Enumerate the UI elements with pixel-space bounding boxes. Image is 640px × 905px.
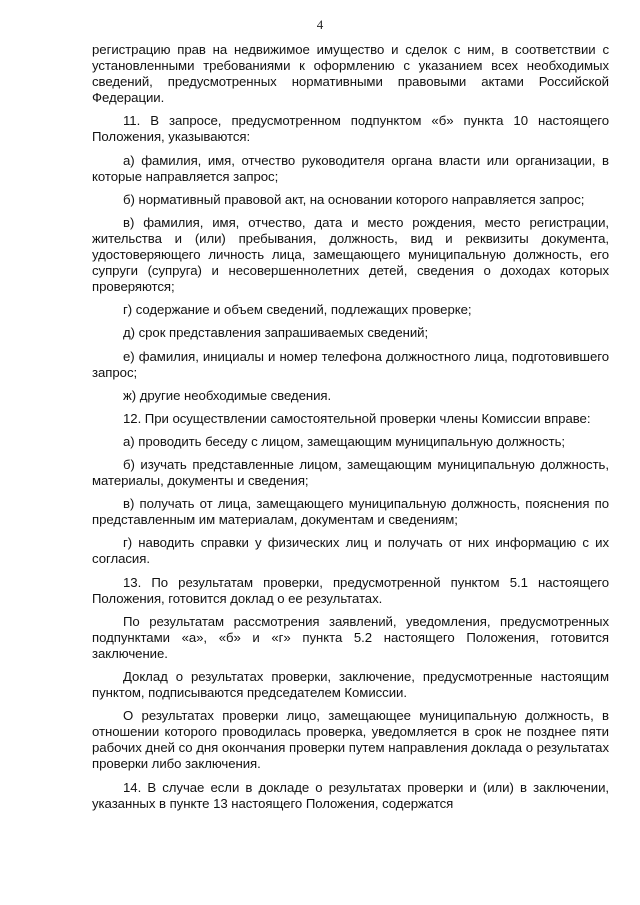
paragraph-item-13: 13. По результатам проверки, предусмотренной пунктом 5.1 настоящего Положения, готовится доклад о ее результатах. — [92, 574, 609, 606]
paragraph-item-11-zh: ж) другие необходимые сведения. — [123, 387, 332, 403]
paragraph-item-11: 11. В запросе, предусмотренном подпунктом «б» пункта 10 настоящего Положения, указываются: — [92, 113, 609, 145]
paragraph-item-12-v: в) получать от лица, замещающего муниципальную должность, пояснения по представленным им материалам, документам и сведениям; — [92, 496, 609, 528]
paragraph-item-11-g: г) содержание и объем сведений, подлежащих проверке; — [123, 302, 472, 318]
paragraph-item-11-a: а) фамилия, имя, отчество руководителя органа власти или организации, в которые направляется запрос; — [92, 152, 609, 184]
paragraph-item-12-g: г) наводить справки у физических лиц и получать от них информацию с их согласия. — [92, 535, 609, 567]
page-number: 4 — [316, 17, 324, 32]
paragraph-item-12-a: а) проводить беседу с лицом, замещающим муниципальную должность; — [123, 433, 566, 449]
paragraph-item-13-notification: О результатах проверки лицо, замещающее муниципальную должность, в отношении которого проводилась проверка, уведомляется в срок не позднее пяти рабочих дней со дня окончания проверки путем направления доклада о результатах проверки либо заключения. — [92, 708, 609, 772]
paragraph-item-13-conclusion: По результатам рассмотрения заявлений, уведомления, предусмотренных подпунктами «а», «б» и «г» пункта 5.2 настоящего Положения, готовится заключение. — [92, 613, 609, 661]
paragraph-item-14: 14. В случае если в докладе о результатах проверки и (или) в заключении, указанных в пункте 13 настоящего Положения, содержатся — [92, 779, 609, 811]
paragraph-item-11-b: б) нормативный правовой акт, на основании которого направляется запрос; — [123, 191, 585, 207]
paragraph-item-11-d: д) срок представления запрашиваемых сведений; — [123, 325, 429, 341]
paragraph-item-12: 12. При осуществлении самостоятельной проверки члены Комиссии вправе: — [123, 410, 591, 426]
paragraph-item-13-signature: Доклад о результатах проверки, заключение, предусмотренные настоящим пунктом, подписываются председателем Комиссии. — [92, 669, 609, 701]
paragraph-item-11-e: е) фамилия, инициалы и номер телефона должностного лица, подготовившего запрос; — [92, 348, 609, 380]
paragraph-item-12-b: б) изучать представленные лицом, замещающим муниципальную должность, материалы, документы и сведения; — [92, 456, 609, 489]
paragraph-continuation: регистрацию прав на недвижимое имущество и сделок с ним, в соответствии с установленными требованиями к оформлению с указанием всех необходимых сведений, предусмотренных нормативными правовыми актами Российской Федерации. — [92, 42, 609, 106]
document-body — [92, 42, 609, 819]
paragraph-item-11-v: в) фамилия, имя, отчество, дата и место рождения, место регистрации, жительства и (или) пребывания, должность, вид и реквизиты документа, удостоверяющего личность лица, замещающего муниципальную должность, его супруги (супруга) и несовершеннолетних детей, сведения о доходах которых проверяются; — [92, 214, 609, 295]
